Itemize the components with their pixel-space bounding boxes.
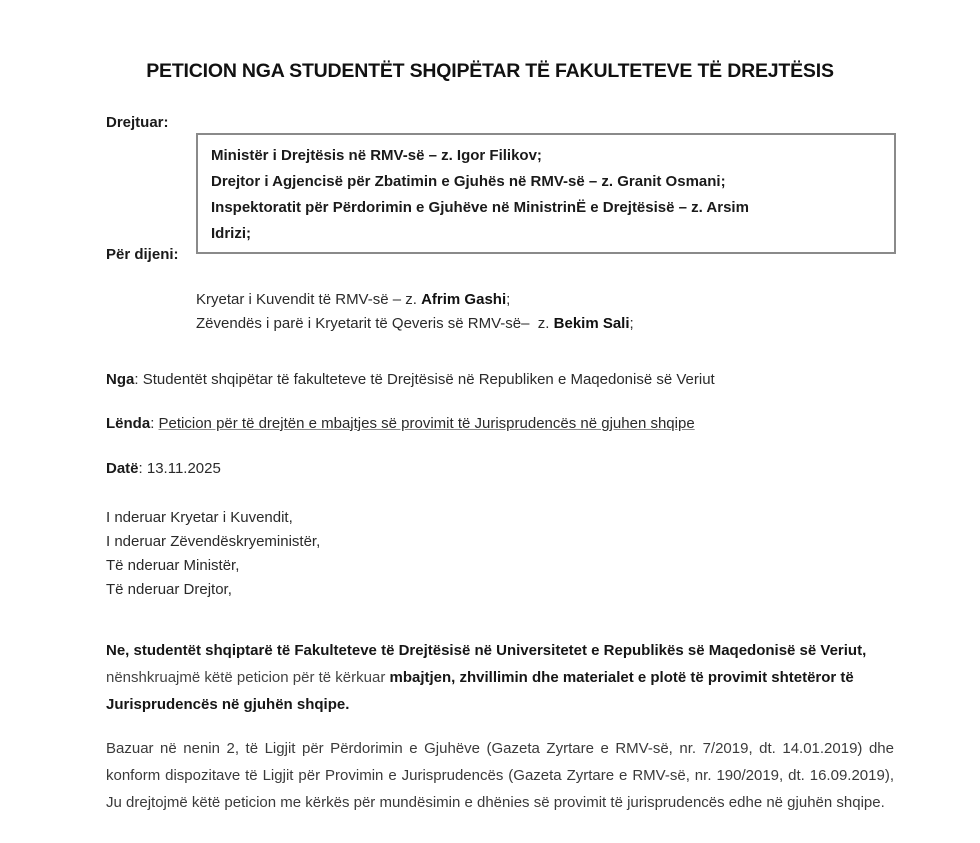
intro-normal-middle: nënshkruajmë këtë peticion për të kërkuar bbox=[106, 642, 871, 686]
cc-item bbox=[196, 288, 634, 312]
date-label: Datë bbox=[106, 460, 139, 477]
cc-item-name: Afrim Gashi bbox=[421, 291, 507, 308]
colon: : bbox=[138, 460, 147, 477]
from-row bbox=[106, 371, 715, 388]
salutation-line: I nderuar Kryetar i Kuvendit, bbox=[106, 509, 293, 526]
salutations bbox=[106, 506, 320, 602]
salutation-line: I nderuar Zëvendëskryeministër, bbox=[106, 533, 321, 550]
legal-basis-paragraph: Bazuar në nenin 2, të Ligjit për Përdorimin e Gjuhëve (Gazeta Zyrtare e RMV-së, nr. 7/2019, dt. 14.01.2019) dhe konform dispozitave të Ligjit për Provimin e Jurisprudencës (Gazeta Zyrtare e RMV-së, nr. 190/2019, dt. 16.09.2019), Ju drejtojmë këtë peticion me kërkës për mundësimin e dhënies së provimit të jurisprudencës edhe në gjuhën shqipe. bbox=[106, 740, 894, 811]
subject-label: Lënda bbox=[106, 415, 151, 432]
cc-item-prefix: Kryetar i Kuvendit të RMV-së – z. bbox=[196, 291, 422, 308]
colon: : bbox=[150, 415, 159, 432]
subject-value: Peticion për të drejtën e mbajtjes së provimit të Jurisprudencës në gjuhen shqipe bbox=[158, 415, 695, 432]
cc-item-prefix: Zëvendës i parë i Kryetarit të Qeveris së RMV-së– z. bbox=[196, 315, 554, 332]
subject-row bbox=[106, 415, 695, 432]
from-value: Studentët shqipëtar të fakulteteve të Drejtësisë në Republiken e Maqedonisë së Veriut bbox=[142, 371, 715, 388]
colon: : bbox=[134, 371, 143, 388]
intro-bold-start: Ne, studentët shqiptarë të Fakulteteve të Drejtësisë në Universitetet e Republikës së Maqedonisë së Veriut, bbox=[106, 642, 867, 659]
addressee-line: Idrizi; bbox=[211, 225, 251, 242]
cc-item-suffix: ; bbox=[629, 315, 634, 332]
from-label: Nga bbox=[106, 371, 135, 388]
addressee-line: Ministër i Drejtësis në RMV-së – z. Igor Filikov; bbox=[211, 147, 542, 164]
addressees-box bbox=[196, 133, 896, 254]
cc-item-suffix: ; bbox=[506, 291, 511, 308]
cc-label: Për dijeni: bbox=[106, 246, 179, 263]
cc-item-name: Bekim Sali bbox=[553, 315, 630, 332]
cc-item bbox=[196, 312, 634, 336]
addressee-line: Drejtor i Agjencisë për Zbatimin e Gjuhës në RMV-së – z. Granit Osmani; bbox=[211, 173, 726, 190]
date-value: 13.11.2025 bbox=[146, 460, 221, 477]
addressed-to-label: Drejtuar: bbox=[106, 114, 169, 131]
intro-bold-end: mbajtjen, zhvillimin dhe materialet e plotë të provimit shtetëror të Jurisprudencës në gjuhën shqipe. bbox=[106, 669, 854, 713]
date-row bbox=[106, 460, 221, 477]
salutation-line: Të nderuar Drejtor, bbox=[106, 581, 232, 598]
cc-list bbox=[196, 288, 634, 336]
document-title: PETICION NGA STUDENTËT SHQIPËTAR TË FAKULTETEVE TË DREJTËSIS bbox=[146, 60, 834, 82]
salutation-line: Të nderuar Ministër, bbox=[106, 557, 240, 574]
intro-paragraph bbox=[106, 637, 886, 718]
addressee-line: Inspektoratit për Përdorimin e Gjuhëve në MinistrinË e Drejtësisë – z. Arsim bbox=[211, 199, 749, 216]
